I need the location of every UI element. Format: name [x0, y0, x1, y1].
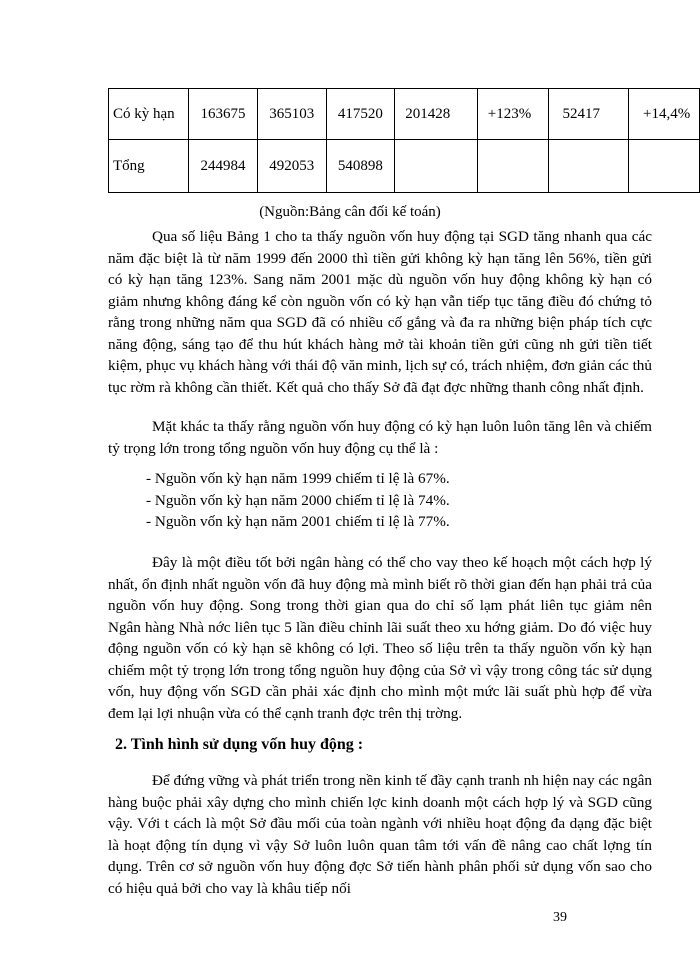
paragraph-1: Qua số liệu Bảng 1 cho ta thấy nguồn vốn huy động tại SGD tăng nhanh qua các năm đặc biệt là từ năm 1999 đến 2000 thì tiền gửi không kỳ hạn tăng lên 56%, tiền gửi có kỳ hạn tăng 123%. Sang năm 2001 mặc dù nguồn vốn huy động không kỳ hạn có giảm nhưng không đáng kể còn nguồn vốn có kỳ hạn vẫn tiếp tục tăng điều đó chứng tỏ rằng trong những năm qua SGD đã có nhiều cố gắng và đa ra những biện pháp tích cực năng động, sáng tạo để thu hút khách hàng mở tài khoản tiền gửi cũng nh gửi tiền tiết kiệm, phục vụ khách hàng với thái độ văn minh, lịch sự có, trách nhiệm, đơn giản các thủ tục rờm rà không cần thiết. Kết quả cho thấy Sở đã đạt đợc những thanh công nhất định. — [108, 228, 652, 396]
table-cell — [629, 140, 700, 193]
paragraph-4: Để đứng vững và phát triển trong nền kinh tế đầy cạnh tranh nh hiện nay các ngân hàng buộc phải xây dựng cho mình chiến lợc kinh doanh một cách hợp lý và SGD cũng vậy. Với t cách là một Sở đầu mối của toàn ngành với nhiều hoạt động đa dạng đặc biệt là hoạt động tín dụng vì vậy Sở luôn luôn quan tâm tới vấn đề nâng cao chất lợng tín dụng. Trên cơ sở nguồn vốn huy động đợc Sở tiến hành phân phối sử dụng vốn sao cho có hiệu quả bởi cho vay là khâu tiếp nối — [108, 772, 652, 897]
table-cell: 365103 — [257, 89, 326, 140]
capital-table — [108, 88, 700, 193]
table-cell: 492053 — [257, 140, 326, 193]
list-item: - Nguồn vốn kỳ hạn năm 2001 chiếm tỉ lệ là 77%. — [146, 513, 450, 530]
table-row — [109, 89, 700, 140]
table-row — [109, 140, 700, 193]
paragraph-2: Mặt khác ta thấy rằng nguồn vốn huy động có kỳ hạn luôn luôn tăng lên và chiếm tỷ trọng lớn trong tổng nguồn vốn huy động cụ thể là : — [108, 418, 652, 457]
table-cell: +123% — [477, 89, 548, 140]
table-cell: 417520 — [326, 89, 395, 140]
bullet-list — [146, 468, 450, 533]
table-cell: 163675 — [189, 89, 258, 140]
table-cell: 201428 — [395, 89, 478, 140]
table-cell: 52417 — [548, 89, 629, 140]
table-cell: 540898 — [326, 140, 395, 193]
row-label: Tổng — [109, 140, 189, 193]
table-cell: 244984 — [189, 140, 258, 193]
page-number: 39 — [553, 910, 567, 925]
row-label: Có kỳ hạn — [109, 89, 189, 140]
table-cell — [477, 140, 548, 193]
list-item: - Nguồn vốn kỳ hạn năm 2000 chiếm tỉ lệ là 74%. — [146, 491, 450, 509]
paragraph-3: Đây là một điều tốt bởi ngân hàng có thể cho vay theo kế hoạch một cách hợp lý nhất, ổn định nhất nguồn vốn đã huy động mà mình biết rõ thời gian đến hạn phải trả của nguồn vốn huy động. Song trong thời gian qua do chỉ số lạm phát liên tục giảm nên Ngân hàng Nhà nớc liên tục 5 lần điều chỉnh lãi suất theo xu hớng giảm. Do đó việc huy động nguồn vốn có kỳ hạn sẽ không có lợi. Theo số liệu trên ta thấy nguồn vốn kỳ hạn chiếm một tỷ trọng lớn trong tổng nguồn huy động của Sở vì vậy trong công tác sử dụng vốn, huy động vốn SGD cần phải xác định cho mình một mức lãi suất phù hợp để vừa đem lại lợi nhuận vừa có thể cạnh tranh đợc trên thị trờng. — [108, 554, 652, 722]
table-cell — [548, 140, 629, 193]
table-cell: +14,4% — [629, 89, 700, 140]
list-item: - Nguồn vốn kỳ hạn năm 1999 chiếm tỉ lệ là 67%. — [146, 470, 450, 487]
table-cell — [395, 140, 478, 193]
section-heading: 2. Tình hình sử dụng vốn huy động : — [115, 736, 364, 753]
source-note: (Nguồn:Bảng cân đối kế toán) — [259, 204, 441, 220]
